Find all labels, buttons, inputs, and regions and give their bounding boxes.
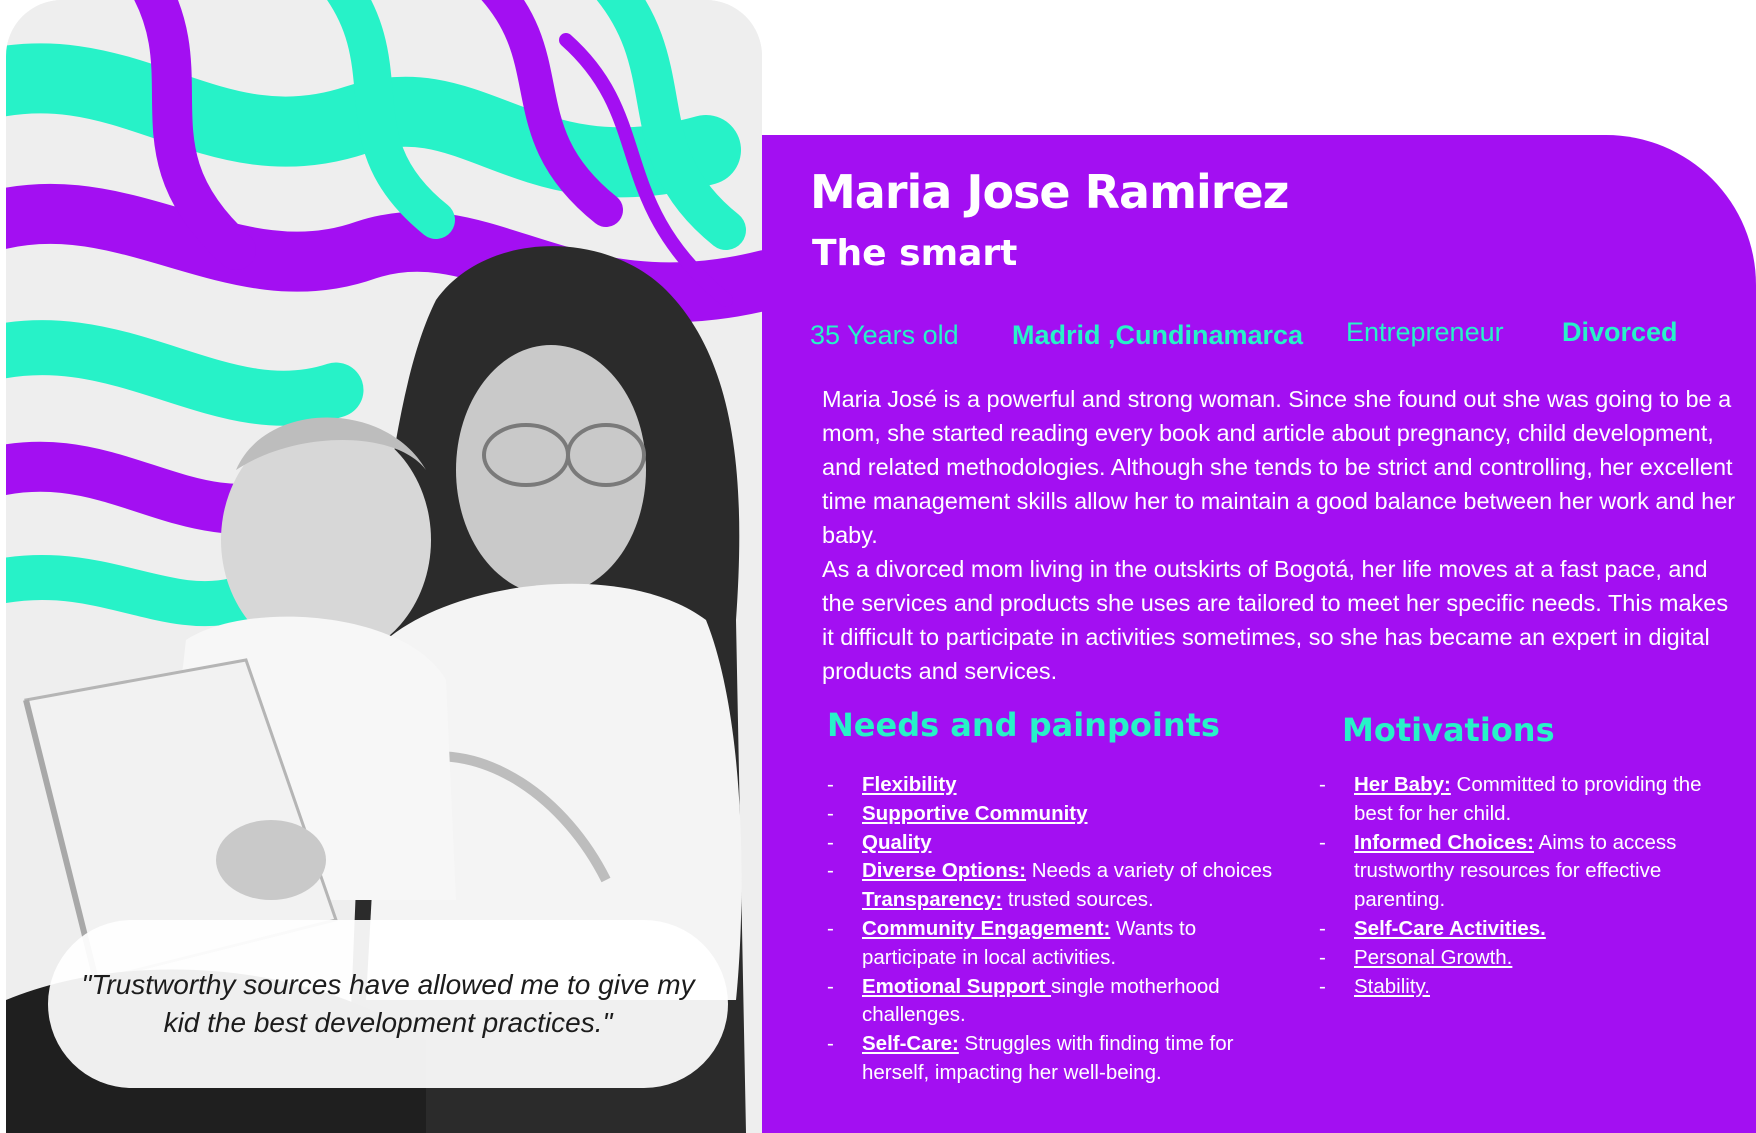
item-desc: single motherhood challenges.	[862, 974, 1220, 1027]
item-term: Her Baby:	[1354, 773, 1451, 796]
list-item	[827, 886, 1295, 915]
persona-info-panel	[762, 135, 1756, 1133]
list-item	[1319, 944, 1739, 973]
item-term: Self-Care Activities.	[1354, 916, 1546, 940]
bio-paragraph: Maria José is a powerful and strong woman. Since she found out she was going to be a mom, she started reading every book and article about pregnancy, child development, and related methodologies. Although she tends to be strict and controlling, her excellent time management skills allow her to maintain a good balance between her work and her baby.	[822, 386, 1736, 548]
list-item	[827, 829, 1295, 858]
list-item	[1319, 829, 1739, 915]
item-term: Supportive Community	[862, 801, 1088, 825]
item-term: Transparency:	[862, 888, 1003, 912]
item-term: Emotional Support	[862, 974, 1052, 998]
list-item	[827, 771, 1295, 800]
item-term: Diverse Options:	[862, 859, 1027, 883]
item-term: Flexibility	[862, 773, 957, 796]
item-desc: trusted sources.	[1002, 888, 1154, 912]
status-tag: Divorced	[1562, 317, 1678, 347]
needs-list	[827, 771, 1295, 1088]
needs-title: Needs and painpoints	[827, 706, 1220, 744]
list-item	[827, 973, 1295, 1031]
item-term: Quality	[862, 830, 932, 854]
list-item	[827, 800, 1295, 829]
item-desc: Wants to participate in local activities.	[862, 916, 1197, 969]
list-item	[1319, 973, 1739, 1002]
bio-paragraph: As a divorced mom living in the outskirts of Bogotá, her life moves at a fast pace, and the services and products she uses are tailored to meet her specific needs. This makes it difficult to participate in activities sometimes, so she has became an expert in digital products and services.	[822, 556, 1729, 684]
list-item	[827, 1030, 1295, 1088]
item-desc: Aims to access trustworthy resources for effective parenting.	[1354, 830, 1677, 912]
list-item	[1319, 915, 1739, 944]
motivations-list	[1319, 771, 1739, 1001]
item-desc: Struggles with finding time for herself, impacting her well-being.	[862, 1032, 1234, 1084]
motivations-title: Motivations	[1342, 711, 1555, 749]
occupation-tag: Entrepreneur	[1346, 317, 1504, 347]
location-tag: Madrid ,Cundinamarca	[1012, 320, 1304, 350]
item-term: Informed Choices:	[1354, 830, 1534, 854]
persona-archetype: The smart	[812, 233, 1018, 274]
persona-photo-card	[6, 0, 762, 1133]
persona-bio	[822, 382, 1742, 688]
list-item	[1319, 771, 1739, 829]
item-term: Stability.	[1354, 974, 1430, 998]
item-term: Community Engagement:	[862, 916, 1111, 940]
quote-bubble	[48, 920, 728, 1088]
item-desc: Needs a variety of choices	[1026, 859, 1273, 883]
persona-name: Maria Jose Ramirez	[810, 165, 1289, 219]
list-item	[827, 857, 1295, 886]
list-item	[827, 915, 1295, 973]
age-tag: 35 Years old	[810, 320, 959, 350]
item-term: Personal Growth.	[1354, 945, 1513, 969]
item-term: Self-Care:	[862, 1032, 959, 1056]
persona-quote: "Trustworthy sources have allowed me to give my kid the best development practices."	[81, 969, 695, 1038]
item-desc: Committed to providing the best for her child.	[1354, 773, 1702, 825]
